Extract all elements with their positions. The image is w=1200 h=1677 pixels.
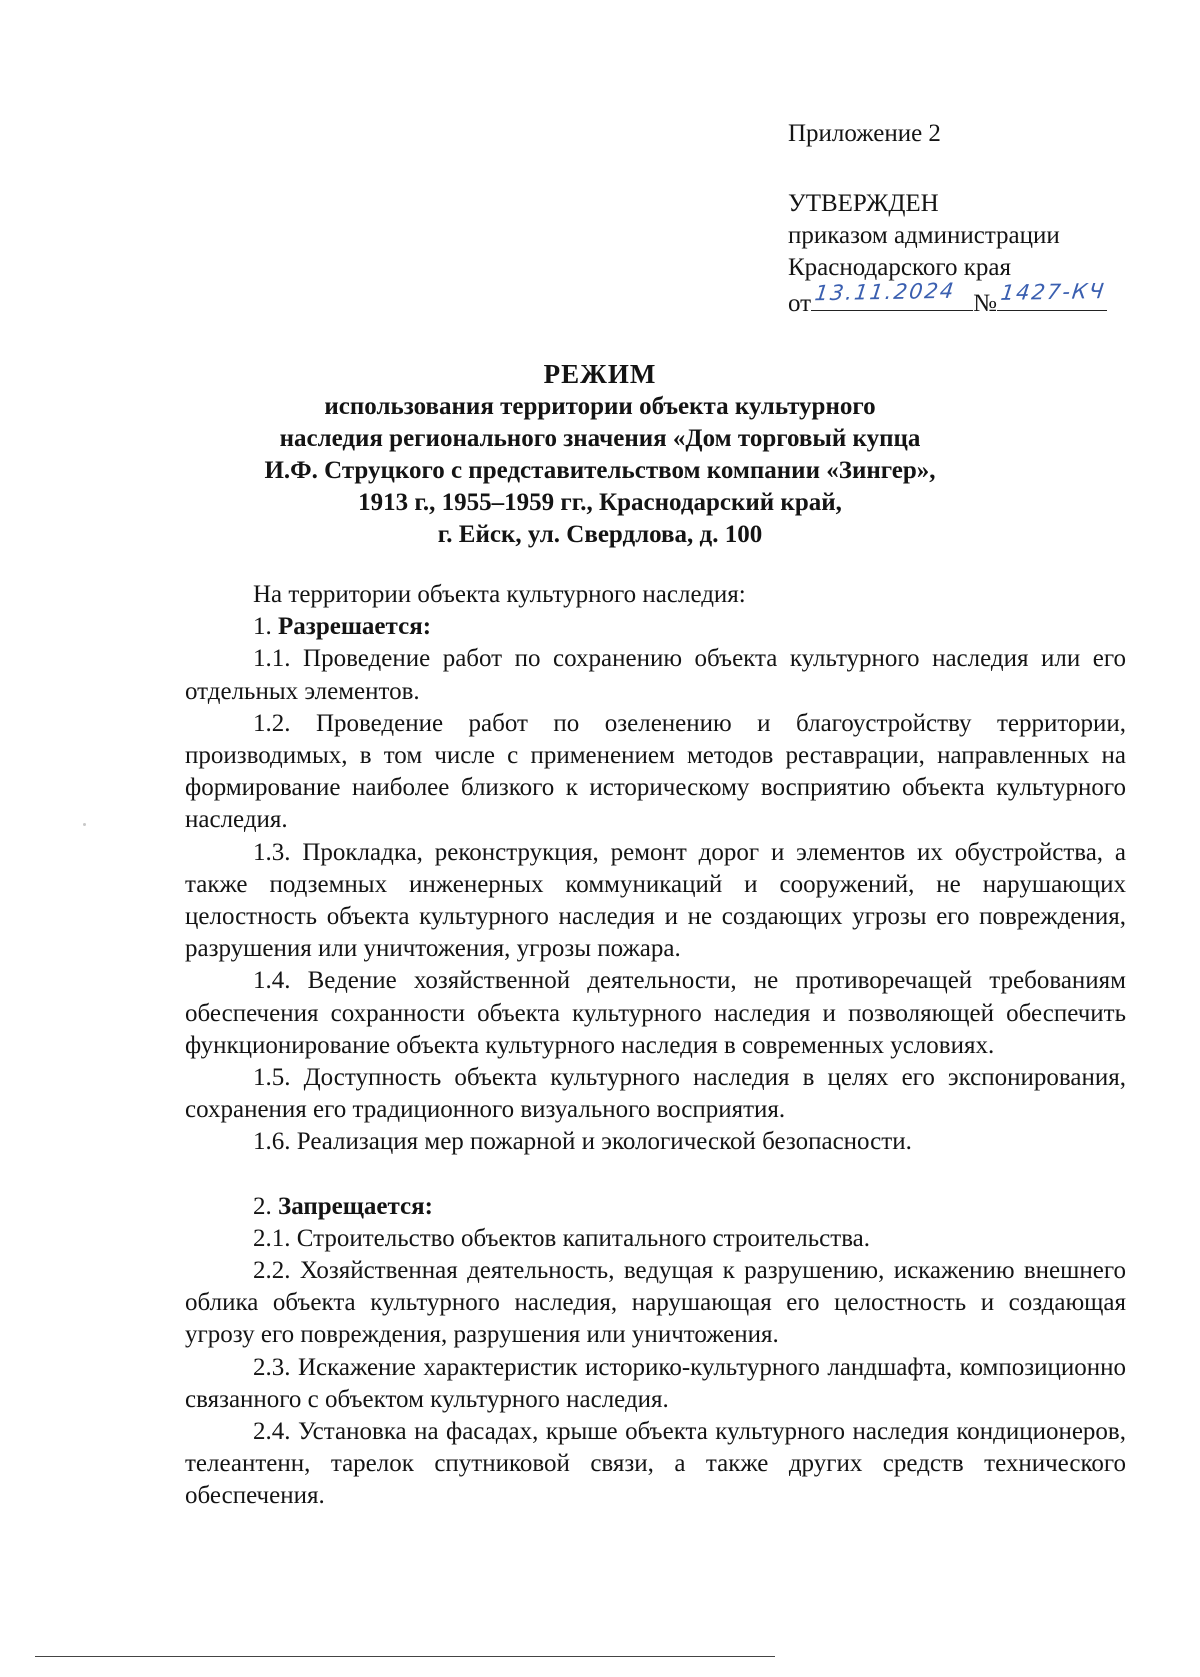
scan-speck bbox=[83, 823, 86, 826]
list-item: 1.5. Доступность объекта культурного наследия в целях его экспонирования, сохранения его традиционного визуального восприятия. bbox=[185, 1064, 1126, 1124]
section-heading-allowed bbox=[185, 611, 1126, 643]
order-date-number-line bbox=[788, 278, 1107, 317]
document-title bbox=[0, 358, 1200, 551]
approval-block bbox=[788, 118, 1107, 316]
section-number: 1. bbox=[253, 613, 272, 641]
list-item: 1.1. Проведение работ по сохранению объекта культурного наследия или его отдельных элементов. bbox=[185, 645, 1126, 705]
number-blank bbox=[997, 279, 1107, 311]
handwritten-number: 1427-КЧ bbox=[999, 279, 1107, 305]
intro-paragraph: На территории объекта культурного наследия: bbox=[253, 581, 746, 608]
list-item: 2.1. Строительство объектов капитального строительства. bbox=[253, 1224, 871, 1252]
title-line: использования территории объекта культурного bbox=[324, 393, 876, 420]
date-blank bbox=[811, 278, 973, 311]
list-item: 1.2. Проведение работ по озеленению и благоустройству территории, производимых, в том числе с применением методов реставрации, направленных на формирование наиболее близкого к историческому восприятию объекта культурного наследия. bbox=[185, 709, 1126, 834]
annex-label: Приложение 2 bbox=[788, 120, 941, 147]
document-body bbox=[185, 579, 1126, 1513]
title-line: И.Ф. Струцкого с представительством компании «Зингер», bbox=[264, 457, 936, 484]
number-label: № bbox=[973, 290, 997, 317]
region-label: Краснодарского края bbox=[788, 254, 1011, 281]
paragraph-spacer bbox=[185, 1159, 1126, 1191]
from-label: от bbox=[788, 290, 812, 317]
section-heading-text: Разрешается: bbox=[278, 613, 432, 641]
list-item: 2.3. Искажение характеристик историко-культурного ландшафта, композиционно связанного с объектом культурного наследия. bbox=[185, 1353, 1126, 1413]
list-item: 2.2. Хозяйственная деятельность, ведущая к разрушению, искажению внешнего облика объекта культурного наследия, нарушающая его целостность и создающая угрозу его повреждения, разрушения или уничтожения. bbox=[185, 1257, 1126, 1349]
section-number: 2. bbox=[253, 1192, 272, 1220]
list-item: 1.4. Ведение хозяйственной деятельности, не противоречащей требованиям обеспечения сохранности объекта культурного наследия и позволяющей обеспечить функционирование объекта культурного наследия в современных условиях. bbox=[185, 967, 1126, 1059]
section-heading-text: Запрещается: bbox=[278, 1192, 434, 1220]
title-line: г. Ейск, ул. Свердлова, д. 100 bbox=[437, 521, 763, 548]
section-heading-forbidden bbox=[185, 1191, 1126, 1223]
title-line: наследия регионального значения «Дом торговый купца bbox=[279, 425, 921, 452]
list-item: 1.3. Прокладка, реконструкция, ремонт дорог и элементов их обустройства, а также подземных инженерных коммуникаций и сооружений, не нарушающих целостность объекта культурного наследия и не создающих угрозы его повреждения, разрушения или уничтожения, угрозы пожара. bbox=[185, 838, 1126, 963]
approved-label: УТВЕРЖДЕН bbox=[788, 190, 939, 217]
list-item: 2.4. Установка на фасадах, крыше объекта культурного наследия кондиционеров, телеантенн, тарелок спутниковой связи, а также других средств технического обеспечения. bbox=[185, 1418, 1126, 1510]
order-label: приказом администрации bbox=[788, 222, 1060, 249]
title-line: 1913 г., 1955–1959 гг., Краснодарский край, bbox=[358, 489, 842, 516]
list-item: 1.6. Реализация мер пожарной и экологической безопасности. bbox=[253, 1128, 912, 1156]
footer-rule bbox=[35, 1656, 775, 1657]
title-main: РЕЖИМ bbox=[543, 359, 657, 389]
handwritten-date: 13.11.2024 bbox=[813, 278, 957, 306]
